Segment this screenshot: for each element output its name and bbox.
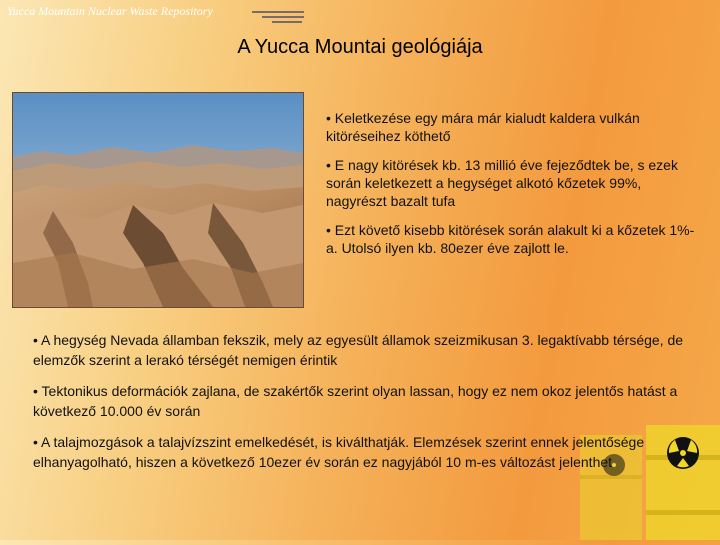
right-bullet-1: • Keletkezése egy mára már kialudt kaldera vulkán kitöréseihez köthető bbox=[326, 110, 640, 144]
mountain-photo bbox=[12, 92, 304, 308]
header-rule bbox=[272, 21, 302, 23]
bottom-bullet-2: • Tektonikus deformációk zajlana, de szakértők szerint olyan lassan, hogy ez nem okoz jelentős hatást a következő 10.000 év során bbox=[33, 383, 678, 419]
header-rule bbox=[252, 11, 304, 13]
right-bullet-3: • Ezt követő kisebb kitörések során alakult ki a kőzetek 1%-a. Utolsó ilyen kb. 80ezer éve zajlott le. bbox=[326, 222, 695, 256]
right-bullet-2: • E nagy kitörések kb. 13 millió éve fejeződtek be, s ezek során keletkezett a hegységet alkotó kőzetek 99%, nagyrészt bazalt tufa bbox=[326, 157, 678, 209]
bottom-bullet-list bbox=[33, 330, 717, 483]
bottom-bullet-3: • A talajmozgások a talajvízszint emelkedését, is kiválthatják. Elemzések szerint ennek jelentősége elhanyagolható, hiszen a következő 10ezer év során ez nagyjából 10 m-es változást jelenthet bbox=[33, 434, 645, 470]
right-bullet-list bbox=[326, 109, 696, 268]
header-rule bbox=[262, 16, 304, 18]
slide-title: A Yucca Mountai geológiája bbox=[237, 36, 483, 58]
bottom-bullet-1: • A hegység Nevada államban fekszik, mely az egyesült államok szeizmikusan 3. legaktívabb térsége, de elemzők szerint a lerakó térségét nemigen érintik bbox=[33, 332, 684, 368]
header-title: Yucca Mountain Nuclear Waste Repository bbox=[7, 4, 213, 18]
